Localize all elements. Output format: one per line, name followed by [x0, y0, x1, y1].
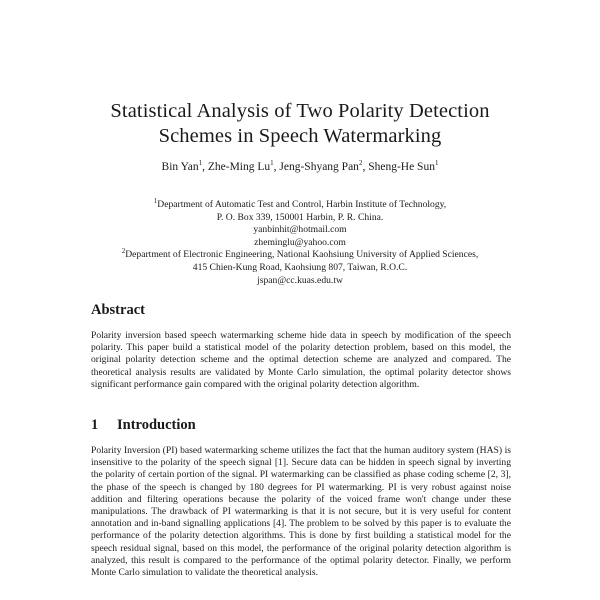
- author-affiliation-mark: 1: [434, 159, 439, 168]
- affiliation-1-line-1: [40, 196, 560, 212]
- affiliation-2-text: Department of Electronic Engineering, National Kaohsiung University of Applied Sciences,: [125, 249, 479, 261]
- affiliations: [40, 196, 560, 287]
- affiliation-2-line-2: 415 Chien-Kung Road, Kaohsiung 807, Taiwan, R.O.C.: [192, 261, 408, 273]
- author-list: [60, 160, 540, 174]
- author-name: Jeng-Shyang Pan: [279, 161, 359, 173]
- abstract-heading: Abstract: [91, 302, 145, 318]
- author-separator: ,: [362, 161, 369, 173]
- author-affiliation-mark: 1: [270, 159, 274, 168]
- author-name: Zhe-Ming Lu: [207, 161, 271, 173]
- affiliation-1-email-2: zheminglu@yahoo.com: [254, 236, 346, 248]
- author-name: Sheng-He Sun: [368, 161, 435, 173]
- affiliation-1-email-1: yanbinhit@hotmail.com: [253, 224, 347, 236]
- affiliation-2-line-1: [40, 249, 560, 262]
- author-name: Bin Yan: [161, 161, 199, 173]
- affiliation-1-mark: 1: [153, 196, 158, 205]
- affiliation-1-text: Department of Automatic Test and Control, Harbin Institute of Technology,: [157, 199, 447, 210]
- affiliation-1-line-2: P. O. Box 339, 150001 Harbin, P. R. China.: [216, 211, 384, 223]
- section-number: 1: [91, 417, 99, 433]
- abstract-text: Polarity inversion based speech watermarking scheme hide data in speech by modification of the speech polarity. This paper build a statistical model of the polarity detection problem, based on this model, the original polarity detection scheme and the optimal detection scheme are analyzed and compared. The theoretical analysis results are validated by Monte Carlo simulation, the optimal polarity detector shows significant performance gain compared with the original polarity detection algorithm.: [91, 330, 511, 390]
- author-affiliation-mark: 1: [198, 159, 203, 168]
- author-affiliation-mark: 2: [358, 159, 363, 168]
- affiliation-2-email: jspan@cc.kuas.edu.tw: [257, 274, 343, 286]
- title-line-2: Schemes in Speech Watermarking: [158, 125, 442, 147]
- author-separator: ,: [202, 161, 208, 173]
- intro-text: Polarity Inversion (PI) based watermarking scheme utilizes the fact that the human auditory system (HAS) is insensitive to the polarity of the speech signal [1]. Secure data can be hidden in speech signal by inverting the polarity of certain portion of the signal. PI watermarking can be classified as phase coding scheme [2, 3], the phase of the speech is changed by 180 degrees for PI watermarking. PI is very robust against noise addition and filtering operations because the polarity of the voiced frame won't change under these manipulations. The drawback of PI watermarking is that it is not secure, but it is very useful for content annotation and in-band signalling applications [4]. The problem to be solved by this paper is to evaluate the performance of the polarity detection algorithms. This is done by first building a statistical model for the speech residual signal, based on this model, the performance of the original polarity detection algorithm is analyzed, this result is compared to the performance of the optimal polarity detector. Finally, we perform Monte Carlo simulation to validate the theoretical analysis.: [91, 445, 511, 579]
- title-line-1: Statistical Analysis of Two Polarity Detection: [110, 100, 490, 122]
- section-title: Introduction: [117, 417, 196, 433]
- intro-heading: [91, 417, 196, 434]
- paper-title: [60, 99, 540, 149]
- author-separator: ,: [273, 161, 280, 173]
- affiliation-2-mark: 2: [121, 247, 126, 256]
